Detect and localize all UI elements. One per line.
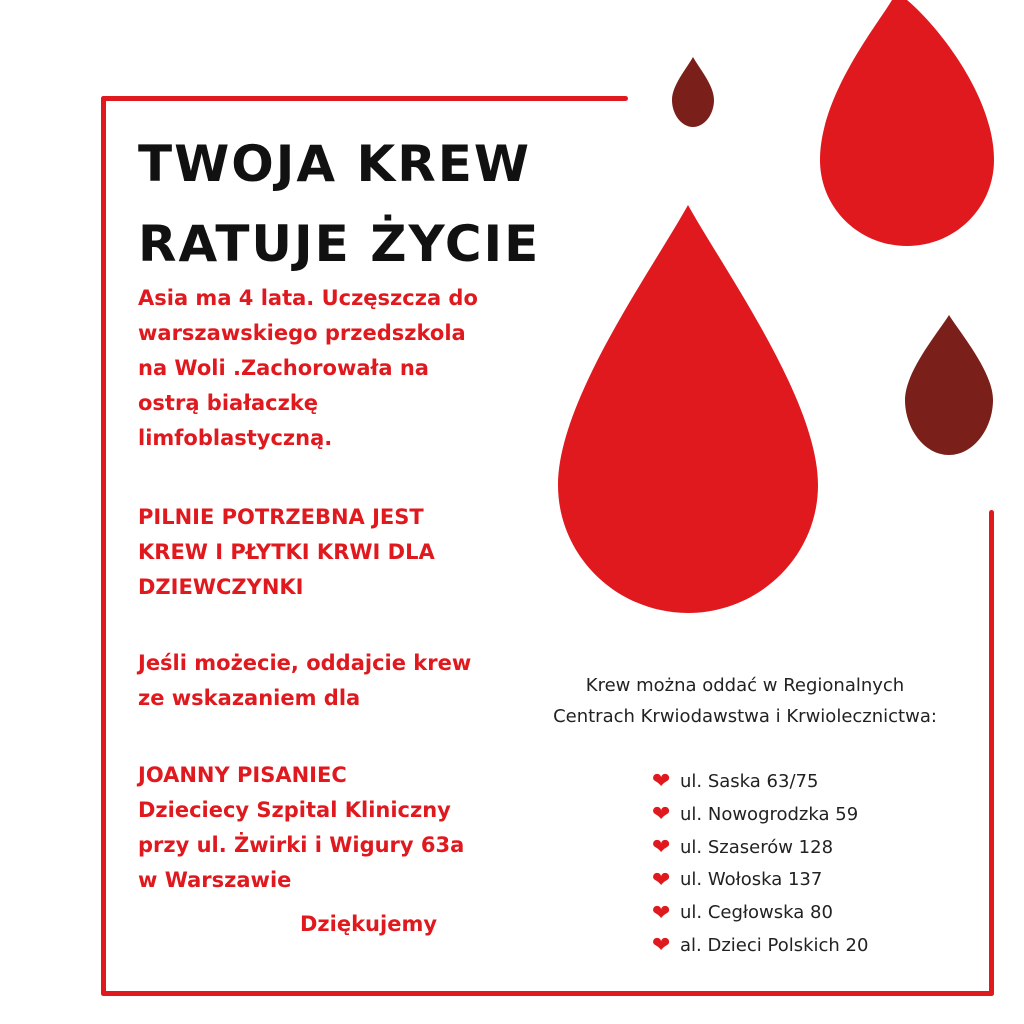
story-line: Asia ma 4 lata. Uczęszcza do <box>138 286 478 310</box>
urgent-line: PILNIE POTRZEBNA JEST <box>138 505 424 529</box>
blood-drop-icon <box>558 205 818 613</box>
urgent-line: KREW I PŁYTKI KRWI DLA <box>138 540 435 564</box>
story-text <box>138 281 478 456</box>
heart-icon: ❤ <box>652 867 671 893</box>
centers-intro <box>506 670 984 732</box>
story-line: na Woli .Zachorowała na <box>138 356 429 380</box>
request-line: Jeśli możecie, oddajcie krew <box>138 651 472 675</box>
address-item <box>652 832 868 865</box>
address-item <box>652 864 868 897</box>
address-item <box>652 930 868 963</box>
blood-drop-icon <box>820 0 994 246</box>
recipient-line: w Warszawie <box>138 868 292 892</box>
poster-title <box>138 124 540 284</box>
recipient-text <box>138 758 464 898</box>
address-item <box>652 799 868 832</box>
story-line: warszawskiego przedszkola <box>138 321 466 345</box>
title-line: TWOJA KREW <box>138 135 532 193</box>
recipient-line: Dzieciecy Szpital Kliniczny <box>138 798 451 822</box>
recipient-line: JOANNY PISANIEC <box>138 763 347 787</box>
centers-intro-line: Centrach Krwiodawstwa i Krwiolecznictwa: <box>553 706 937 727</box>
address-text: al. Dzieci Polskich 20 <box>680 934 869 956</box>
heart-icon: ❤ <box>652 933 671 959</box>
heart-icon: ❤ <box>652 802 671 828</box>
address-item <box>652 897 868 930</box>
address-text: ul. Nowogrodzka 59 <box>680 803 859 825</box>
recipient-line: przy ul. Żwirki i Wigury 63a <box>138 833 465 857</box>
centers-intro-line: Krew można oddać w Regionalnych <box>585 675 905 696</box>
request-line: ze wskazaniem dla <box>138 686 361 710</box>
heart-icon: ❤ <box>652 769 671 795</box>
heart-icon: ❤ <box>652 834 671 860</box>
request-text <box>138 646 471 716</box>
address-item <box>652 766 868 799</box>
thanks-text: Dziękujemy <box>300 912 438 936</box>
address-text: ul. Szaserów 128 <box>680 836 834 858</box>
urgent-line: DZIEWCZYNKI <box>138 575 304 599</box>
blood-drop-icon <box>672 57 714 127</box>
address-text: ul. Wołoska 137 <box>680 869 823 891</box>
urgent-text <box>138 500 435 605</box>
address-list <box>652 766 868 963</box>
address-text: ul. Saska 63/75 <box>680 771 819 792</box>
heart-icon: ❤ <box>652 900 671 926</box>
story-line: limfoblastyczną. <box>138 426 333 450</box>
address-text: ul. Cegłowska 80 <box>680 902 833 924</box>
title-line: RATUJE ŻYCIE <box>138 215 541 273</box>
blood-drop-icon <box>905 315 993 455</box>
story-line: ostrą białaczkę <box>138 391 319 415</box>
